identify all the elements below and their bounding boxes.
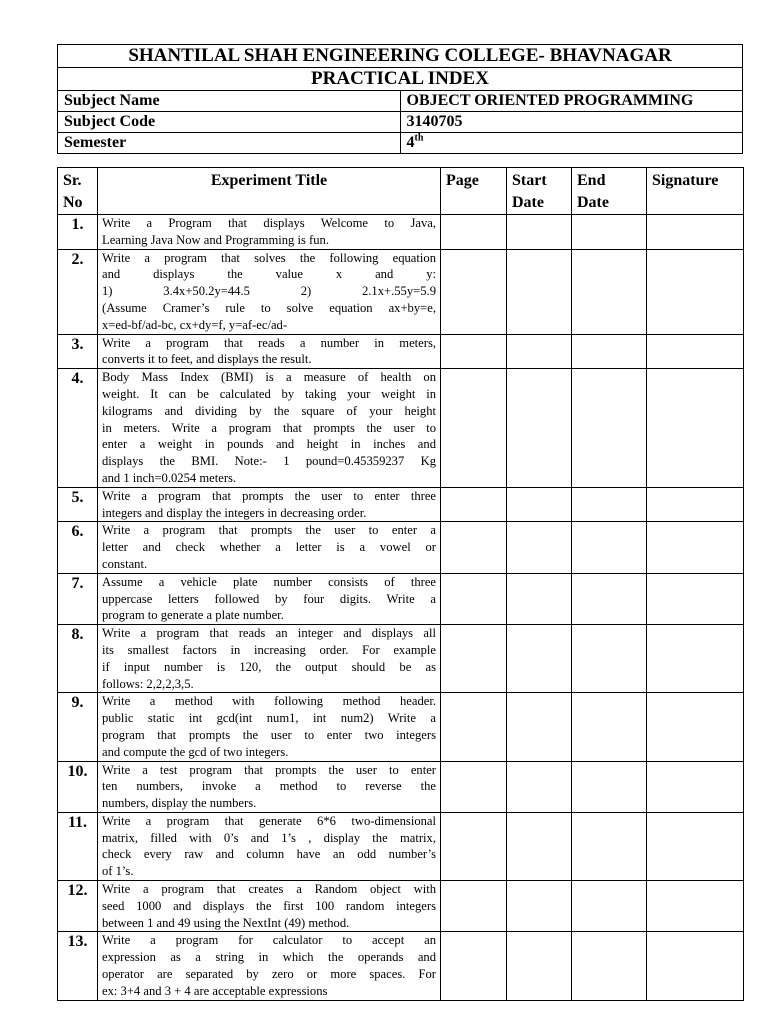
title-line: operator are separated by zero or more spaces. For [102, 967, 436, 982]
page-cell [441, 625, 507, 693]
header-table [57, 44, 743, 154]
title-line: and compute the gcd of two integers. [102, 744, 289, 759]
index-title: PRACTICAL INDEX [58, 68, 743, 91]
experiment-title [98, 761, 441, 812]
experiment-title [98, 215, 441, 250]
title-line: x=ed-bf/ad-bc, cx+dy=f, y=af-ec/ad- [102, 317, 288, 332]
semester-label: Semester [58, 133, 401, 154]
page-cell [441, 522, 507, 573]
page-cell [441, 573, 507, 624]
title-line: letter and check whether a letter is a vowel or [102, 540, 436, 555]
end-date-cell [572, 215, 647, 250]
experiment-title [98, 522, 441, 573]
sr-no: 6. [58, 522, 98, 573]
end-date-cell [572, 522, 647, 573]
start-date-cell [507, 522, 572, 573]
experiment-title [98, 625, 441, 693]
subject-name-value: OBJECT ORIENTED PROGRAMMING [400, 91, 743, 112]
experiments-table [57, 167, 744, 1001]
table-row [58, 573, 744, 624]
title-line: Write a test program that prompts the user to enter [102, 762, 436, 777]
signature-cell [647, 215, 744, 250]
start-date-cell [507, 334, 572, 369]
start-date-cell [507, 932, 572, 1000]
title-line: Write a program that prompts the user to enter three [102, 488, 436, 503]
title-line: program that prompts the user to enter two integers [102, 727, 436, 742]
sr-no: 9. [58, 693, 98, 761]
table-row [58, 932, 744, 1000]
page-cell [441, 369, 507, 488]
signature-cell [647, 487, 744, 522]
page-cell [441, 693, 507, 761]
experiment-title [98, 487, 441, 522]
signature-cell [647, 249, 744, 334]
semester-suffix: th [414, 132, 424, 144]
page-cell [441, 761, 507, 812]
title-line: uppercase letters followed by four digits. Write a [102, 591, 436, 606]
title-line: its smallest factors in increasing order. For example [102, 642, 436, 657]
title-line: kilograms and dividing by the square of your height [102, 403, 436, 418]
end-date-cell [572, 625, 647, 693]
semester-value: 4 [406, 134, 415, 151]
page-cell [441, 334, 507, 369]
signature-cell [647, 369, 744, 488]
table-row [58, 625, 744, 693]
sr-no: 8. [58, 625, 98, 693]
sr-no: 7. [58, 573, 98, 624]
col-start-date: Start Date [507, 168, 572, 215]
experiment-title [98, 693, 441, 761]
signature-cell [647, 334, 744, 369]
signature-cell [647, 573, 744, 624]
title-line: if input number is 120, the output should be as [102, 659, 436, 674]
end-date-cell [572, 693, 647, 761]
page-cell [441, 812, 507, 880]
table-row [58, 812, 744, 880]
end-date-cell [572, 881, 647, 932]
col-experiment-title: Experiment Title [98, 168, 441, 215]
title-line: enter a weight in pounds and height in inches and [102, 437, 436, 452]
sr-no: 5. [58, 487, 98, 522]
title-line: Body Mass Index (BMI) is a measure of health on [102, 370, 436, 385]
title-line: integers and display the integers in decreasing order. [102, 505, 367, 520]
title-line: Write a program that reads an integer and displays all [102, 626, 436, 641]
sr-no: 1. [58, 215, 98, 250]
experiments-body [58, 215, 744, 1001]
end-date-cell [572, 487, 647, 522]
sr-no: 3. [58, 334, 98, 369]
title-line: 1) 3.4x+50.2y=44.5 2) 2.1x+.55y=5.9 [102, 284, 436, 299]
end-date-cell [572, 932, 647, 1000]
sr-no: 10. [58, 761, 98, 812]
start-date-cell [507, 369, 572, 488]
subject-code-value: 3140705 [400, 112, 743, 133]
page-cell [441, 881, 507, 932]
table-row [58, 693, 744, 761]
title-line: follows: 2,2,2,3,5. [102, 676, 194, 691]
title-line: and 1 inch=0.0254 meters. [102, 470, 237, 485]
table-row [58, 334, 744, 369]
sr-no: 4. [58, 369, 98, 488]
title-line: program to generate a plate number. [102, 608, 284, 623]
table-row [58, 369, 744, 488]
title-line: Write a method with following method header. [102, 694, 436, 709]
title-line: Assume a vehicle plate number consists of three [102, 574, 436, 589]
end-date-cell [572, 812, 647, 880]
experiment-title [98, 812, 441, 880]
title-line: between 1 and 49 using the NextInt (49) method. [102, 915, 350, 930]
sr-no: 12. [58, 881, 98, 932]
start-date-cell [507, 881, 572, 932]
table-row [58, 249, 744, 334]
title-line: Learning Java Now and Programming is fun. [102, 232, 329, 247]
start-date-cell [507, 625, 572, 693]
table-header-row [58, 168, 744, 215]
start-date-cell [507, 812, 572, 880]
experiment-title [98, 249, 441, 334]
experiment-title [98, 334, 441, 369]
col-sr-no: Sr. No [58, 168, 98, 215]
college-name: SHANTILAL SHAH ENGINEERING COLLEGE- BHAVNAGAR [58, 45, 743, 68]
sr-no: 13. [58, 932, 98, 1000]
experiment-title [98, 573, 441, 624]
start-date-cell [507, 573, 572, 624]
start-date-cell [507, 249, 572, 334]
title-line: in meters. Write a program that prompts the user to [102, 420, 436, 435]
start-date-cell [507, 761, 572, 812]
signature-cell [647, 932, 744, 1000]
start-date-cell [507, 215, 572, 250]
title-line: Write a Program that displays Welcome to Java, [102, 216, 436, 230]
signature-cell [647, 522, 744, 573]
table-row [58, 215, 744, 250]
title-line: of 1’s. [102, 864, 134, 879]
end-date-cell [572, 334, 647, 369]
col-signature: Signature [647, 168, 744, 215]
start-date-cell [507, 487, 572, 522]
subject-code-label: Subject Code [58, 112, 401, 133]
col-page: Page [441, 168, 507, 215]
page-cell [441, 215, 507, 250]
semester-value-cell [400, 133, 743, 154]
title-line: public static int gcd(int num1, int num2) Write a [102, 711, 436, 726]
signature-cell [647, 693, 744, 761]
table-row [58, 761, 744, 812]
title-line: Write a program that reads a number in meters, [102, 335, 436, 350]
title-line: and displays the value x and y: [102, 267, 436, 282]
title-line: matrix, filled with 0’s and 1’s , display the matrix, [102, 830, 436, 845]
title-line: Write a program that generate 6*6 two-dimensional [102, 813, 436, 828]
experiment-title [98, 369, 441, 488]
title-line: weight. It can be calculated by taking your weight in [102, 386, 436, 401]
title-line: constant. [102, 556, 148, 571]
experiment-title [98, 932, 441, 1000]
table-row [58, 522, 744, 573]
title-line: (Assume Cramer’s rule to solve equation ax+by=e, [102, 300, 436, 315]
title-line: Write a program that creates a Random object with [102, 882, 436, 897]
sr-no: 11. [58, 812, 98, 880]
signature-cell [647, 761, 744, 812]
signature-cell [647, 812, 744, 880]
title-line: numbers, display the numbers. [102, 796, 257, 811]
end-date-cell [572, 761, 647, 812]
title-line: ten numbers, invoke a method to reverse the [102, 779, 436, 794]
table-row [58, 487, 744, 522]
subject-name-label: Subject Name [58, 91, 401, 112]
experiment-title [98, 881, 441, 932]
page-cell [441, 487, 507, 522]
title-line: ex: 3+4 and 3 + 4 are acceptable expressions [102, 983, 328, 998]
table-row [58, 881, 744, 932]
title-line: Write a program for calculator to accept an [102, 933, 436, 948]
title-line: converts it to feet, and displays the result. [102, 352, 312, 367]
end-date-cell [572, 369, 647, 488]
title-line: seed 1000 and displays the first 100 random integers [102, 898, 436, 913]
end-date-cell [572, 573, 647, 624]
end-date-cell [572, 249, 647, 334]
page-cell [441, 249, 507, 334]
start-date-cell [507, 693, 572, 761]
col-end-date: End Date [572, 168, 647, 215]
title-line: displays the BMI. Note:- 1 pound=0.45359237 Kg [102, 454, 436, 469]
title-line: expression as a string in which the operands and [102, 950, 436, 965]
title-line: check every raw and column have an odd number’s [102, 847, 436, 862]
sr-no: 2. [58, 249, 98, 334]
page-cell [441, 932, 507, 1000]
signature-cell [647, 625, 744, 693]
signature-cell [647, 881, 744, 932]
title-line: Write a program that prompts the user to enter a [102, 523, 436, 538]
title-line: Write a program that solves the following equation [102, 250, 436, 265]
